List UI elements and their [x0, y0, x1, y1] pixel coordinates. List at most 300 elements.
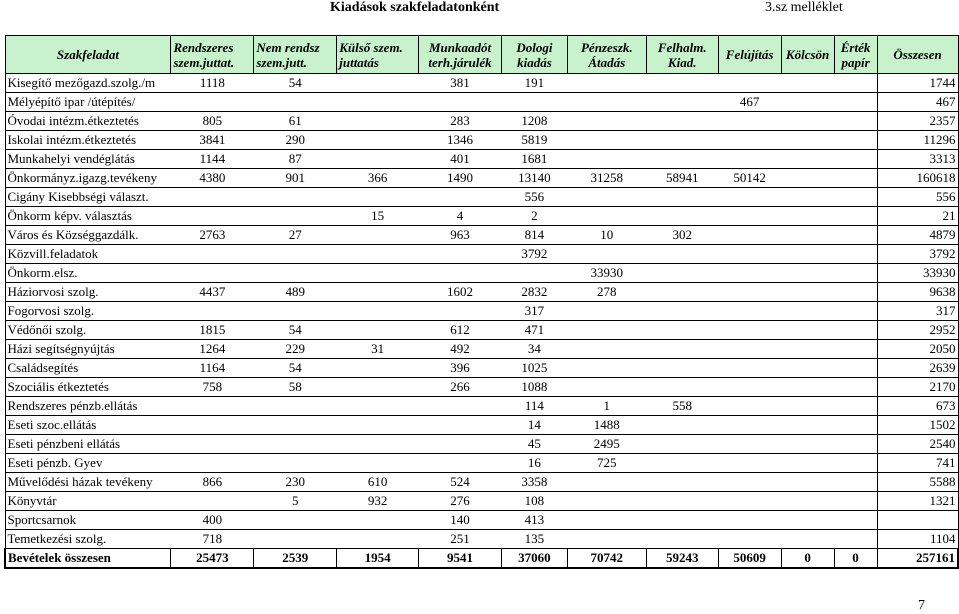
value-cell	[254, 245, 337, 264]
value-cell: 932	[337, 492, 419, 511]
value-cell	[171, 435, 254, 454]
value-cell: 467	[718, 93, 781, 112]
value-cell: 50142	[718, 169, 781, 188]
value-cell	[337, 435, 419, 454]
row-total-cell: 2952	[877, 321, 958, 340]
value-cell: 1025	[501, 359, 567, 378]
value-cell: 278	[567, 283, 646, 302]
value-cell	[337, 264, 419, 283]
value-cell	[834, 321, 877, 340]
value-cell	[567, 131, 646, 150]
value-cell	[834, 283, 877, 302]
annex-label: 3.sz melléklet	[765, 0, 843, 15]
row-label: Közvill.feladatok	[5, 245, 171, 264]
value-cell	[419, 397, 502, 416]
value-cell: 9541	[419, 549, 502, 569]
value-cell	[254, 511, 337, 530]
value-cell: 556	[501, 188, 567, 207]
value-cell: 1118	[171, 74, 254, 93]
value-cell	[781, 188, 834, 207]
value-cell: 54	[254, 359, 337, 378]
value-cell	[337, 74, 419, 93]
table-row	[5, 150, 958, 169]
value-cell: 59243	[646, 549, 718, 569]
value-cell	[646, 492, 718, 511]
value-cell	[781, 359, 834, 378]
row-label: Családsegítés	[5, 359, 171, 378]
value-cell: 140	[419, 511, 502, 530]
value-cell: 317	[501, 302, 567, 321]
value-cell	[834, 416, 877, 435]
value-cell	[718, 340, 781, 359]
value-cell: 4437	[171, 283, 254, 302]
value-cell	[834, 340, 877, 359]
table-row	[5, 245, 958, 264]
value-cell	[781, 340, 834, 359]
value-cell: 814	[501, 226, 567, 245]
value-cell: 13140	[501, 169, 567, 188]
column-header: Szakfeladat	[5, 36, 171, 74]
table-row	[5, 416, 958, 435]
value-cell	[171, 302, 254, 321]
column-header: Felhalm. Kiad.	[646, 36, 718, 74]
value-cell: 4	[419, 207, 502, 226]
value-cell	[567, 378, 646, 397]
value-cell	[781, 207, 834, 226]
row-label: Kisegítő mezőgazd.szolg./m	[5, 74, 171, 93]
value-cell	[254, 302, 337, 321]
value-cell	[646, 112, 718, 131]
value-cell	[718, 416, 781, 435]
value-cell	[718, 283, 781, 302]
value-cell	[781, 416, 834, 435]
value-cell: 612	[419, 321, 502, 340]
value-cell	[567, 245, 646, 264]
column-header: Külső szem. juttatás	[337, 36, 419, 74]
value-cell	[646, 435, 718, 454]
value-cell	[337, 416, 419, 435]
value-cell	[337, 511, 419, 530]
table-row	[5, 169, 958, 188]
value-cell	[781, 169, 834, 188]
row-label: Művelődési házak tevékeny	[5, 473, 171, 492]
value-cell	[834, 131, 877, 150]
row-total-cell: 741	[877, 454, 958, 473]
table-row	[5, 207, 958, 226]
expenditure-table	[4, 35, 959, 569]
value-cell: 191	[501, 74, 567, 93]
value-cell: 276	[419, 492, 502, 511]
row-total-cell: 3792	[877, 245, 958, 264]
value-cell: 70742	[567, 549, 646, 569]
value-cell	[718, 435, 781, 454]
value-cell: 0	[781, 549, 834, 569]
value-cell	[567, 74, 646, 93]
column-header: Nem rendsz szem.jutt.	[254, 36, 337, 74]
table-row	[5, 378, 958, 397]
row-total-cell: 160618	[877, 169, 958, 188]
value-cell: 401	[419, 150, 502, 169]
value-cell	[501, 264, 567, 283]
value-cell	[718, 245, 781, 264]
column-header: Felújítás	[718, 36, 781, 74]
row-label: Fogorvosi szolg.	[5, 302, 171, 321]
value-cell: 1088	[501, 378, 567, 397]
row-total-cell: 2540	[877, 435, 958, 454]
value-cell: 718	[171, 530, 254, 549]
value-cell: 54	[254, 321, 337, 340]
value-cell	[254, 264, 337, 283]
row-label: Eseti pénzbeni ellátás	[5, 435, 171, 454]
value-cell	[834, 207, 877, 226]
value-cell: 251	[419, 530, 502, 549]
table-row	[5, 302, 958, 321]
total-row	[5, 549, 958, 569]
value-cell: 0	[834, 549, 877, 569]
table-row	[5, 340, 958, 359]
value-cell: 45	[501, 435, 567, 454]
table-row	[5, 112, 958, 131]
row-total-cell: 33930	[877, 264, 958, 283]
value-cell	[781, 302, 834, 321]
value-cell: 229	[254, 340, 337, 359]
value-cell	[834, 302, 877, 321]
value-cell	[718, 188, 781, 207]
value-cell	[781, 530, 834, 549]
value-cell	[834, 245, 877, 264]
value-cell: 366	[337, 169, 419, 188]
value-cell	[834, 74, 877, 93]
row-label: Védőnői szolg.	[5, 321, 171, 340]
value-cell	[718, 321, 781, 340]
value-cell	[501, 93, 567, 112]
row-label: Önkormányz.igazg.tevékeny	[5, 169, 171, 188]
value-cell	[781, 131, 834, 150]
value-cell	[718, 511, 781, 530]
value-cell	[646, 245, 718, 264]
value-cell: 725	[567, 454, 646, 473]
value-cell	[718, 473, 781, 492]
value-cell	[419, 245, 502, 264]
table-row	[5, 74, 958, 93]
value-cell	[419, 416, 502, 435]
value-cell: 963	[419, 226, 502, 245]
value-cell	[718, 112, 781, 131]
value-cell	[718, 207, 781, 226]
row-label: Könyvtár	[5, 492, 171, 511]
value-cell	[567, 473, 646, 492]
value-cell	[834, 435, 877, 454]
value-cell	[337, 245, 419, 264]
value-cell: 5819	[501, 131, 567, 150]
value-cell: 1264	[171, 340, 254, 359]
page-title: Kiadások szakfeladatonként	[330, 0, 500, 15]
row-label: Bevételek összesen	[5, 549, 171, 569]
value-cell: 5	[254, 492, 337, 511]
value-cell	[646, 93, 718, 112]
value-cell	[337, 397, 419, 416]
value-cell	[646, 264, 718, 283]
row-label: Óvodai intézm.étkeztetés	[5, 112, 171, 131]
value-cell	[646, 454, 718, 473]
value-cell	[781, 112, 834, 131]
value-cell	[171, 93, 254, 112]
column-header: Érték papír	[834, 36, 877, 74]
value-cell: 230	[254, 473, 337, 492]
value-cell: 3792	[501, 245, 567, 264]
value-cell: 58941	[646, 169, 718, 188]
value-cell	[254, 435, 337, 454]
value-cell: 2832	[501, 283, 567, 302]
value-cell	[718, 530, 781, 549]
value-cell	[567, 112, 646, 131]
row-total-cell: 11296	[877, 131, 958, 150]
value-cell	[337, 359, 419, 378]
value-cell	[781, 454, 834, 473]
value-cell	[834, 492, 877, 511]
row-total-cell: 317	[877, 302, 958, 321]
value-cell	[337, 226, 419, 245]
row-label: Önkorm.elsz.	[5, 264, 171, 283]
row-label: Eseti pénzb. Gyev	[5, 454, 171, 473]
value-cell	[834, 530, 877, 549]
value-cell: 1602	[419, 283, 502, 302]
value-cell	[337, 530, 419, 549]
value-cell	[646, 321, 718, 340]
value-cell	[337, 454, 419, 473]
value-cell: 302	[646, 226, 718, 245]
value-cell	[646, 131, 718, 150]
value-cell	[567, 492, 646, 511]
column-header: Rendszeres szem.juttat.	[171, 36, 254, 74]
value-cell	[337, 93, 419, 112]
row-total-cell: 1744	[877, 74, 958, 93]
value-cell: 381	[419, 74, 502, 93]
row-total-cell: 2050	[877, 340, 958, 359]
value-cell	[781, 150, 834, 169]
row-total-cell: 4879	[877, 226, 958, 245]
value-cell	[254, 93, 337, 112]
table-row	[5, 511, 958, 530]
row-label: Cigány Kisebbségi választ.	[5, 188, 171, 207]
row-label: Munkahelyi vendéglátás	[5, 150, 171, 169]
value-cell: 37060	[501, 549, 567, 569]
table-row	[5, 264, 958, 283]
value-cell: 1681	[501, 150, 567, 169]
value-cell	[646, 340, 718, 359]
row-total-cell: 2357	[877, 112, 958, 131]
table-header-row	[5, 36, 958, 74]
value-cell: 108	[501, 492, 567, 511]
value-cell	[781, 511, 834, 530]
row-label: Rendszeres pénzb.ellátás	[5, 397, 171, 416]
column-header: Kölcsön	[781, 36, 834, 74]
value-cell: 2495	[567, 435, 646, 454]
value-cell	[834, 397, 877, 416]
column-header: Pénzeszk. Átadás	[567, 36, 646, 74]
value-cell	[646, 188, 718, 207]
value-cell	[834, 112, 877, 131]
table-row	[5, 226, 958, 245]
value-cell	[171, 492, 254, 511]
value-cell	[567, 93, 646, 112]
value-cell: 2763	[171, 226, 254, 245]
value-cell	[718, 397, 781, 416]
value-cell	[718, 302, 781, 321]
value-cell	[419, 302, 502, 321]
row-total-cell: 673	[877, 397, 958, 416]
value-cell	[646, 416, 718, 435]
row-label: Szociális étkeztetés	[5, 378, 171, 397]
value-cell: 14	[501, 416, 567, 435]
value-cell: 1954	[337, 549, 419, 569]
value-cell	[254, 530, 337, 549]
value-cell	[646, 530, 718, 549]
row-label: Háziorvosi szolg.	[5, 283, 171, 302]
row-label: Házi segítségnyújtás	[5, 340, 171, 359]
value-cell: 396	[419, 359, 502, 378]
value-cell	[834, 454, 877, 473]
value-cell	[718, 378, 781, 397]
row-label: Sportcsarnok	[5, 511, 171, 530]
value-cell	[781, 378, 834, 397]
value-cell: 10	[567, 226, 646, 245]
value-cell: 1346	[419, 131, 502, 150]
value-cell	[718, 226, 781, 245]
value-cell: 27	[254, 226, 337, 245]
value-cell	[781, 264, 834, 283]
row-total-cell: 1321	[877, 492, 958, 511]
value-cell	[646, 359, 718, 378]
value-cell: 2539	[254, 549, 337, 569]
value-cell: 61	[254, 112, 337, 131]
value-cell	[254, 207, 337, 226]
value-cell: 471	[501, 321, 567, 340]
value-cell	[171, 207, 254, 226]
table-row	[5, 435, 958, 454]
value-cell: 87	[254, 150, 337, 169]
value-cell	[567, 340, 646, 359]
value-cell	[171, 416, 254, 435]
value-cell: 58	[254, 378, 337, 397]
row-total-cell: 556	[877, 188, 958, 207]
value-cell	[834, 93, 877, 112]
value-cell	[718, 74, 781, 93]
value-cell: 1208	[501, 112, 567, 131]
row-total-cell: 5588	[877, 473, 958, 492]
table-row	[5, 321, 958, 340]
value-cell	[646, 302, 718, 321]
row-label: Város és Községgazdálk.	[5, 226, 171, 245]
value-cell	[781, 397, 834, 416]
value-cell	[567, 207, 646, 226]
value-cell	[781, 226, 834, 245]
value-cell: 33930	[567, 264, 646, 283]
value-cell	[419, 454, 502, 473]
value-cell	[781, 93, 834, 112]
value-cell	[718, 150, 781, 169]
value-cell	[171, 454, 254, 473]
value-cell: 283	[419, 112, 502, 131]
value-cell	[254, 454, 337, 473]
table-row	[5, 473, 958, 492]
value-cell	[567, 150, 646, 169]
value-cell: 492	[419, 340, 502, 359]
value-cell: 1144	[171, 150, 254, 169]
value-cell: 114	[501, 397, 567, 416]
table-row	[5, 397, 958, 416]
value-cell: 524	[419, 473, 502, 492]
value-cell: 1164	[171, 359, 254, 378]
value-cell	[646, 473, 718, 492]
value-cell	[254, 188, 337, 207]
value-cell	[781, 492, 834, 511]
value-cell: 413	[501, 511, 567, 530]
row-total-cell: 2170	[877, 378, 958, 397]
value-cell: 54	[254, 74, 337, 93]
value-cell: 50609	[718, 549, 781, 569]
row-total-cell: 21	[877, 207, 958, 226]
value-cell	[419, 93, 502, 112]
value-cell: 3841	[171, 131, 254, 150]
value-cell	[567, 530, 646, 549]
value-cell: 1	[567, 397, 646, 416]
value-cell	[718, 264, 781, 283]
value-cell	[834, 511, 877, 530]
value-cell	[646, 511, 718, 530]
row-label: Eseti szoc.ellátás	[5, 416, 171, 435]
value-cell	[337, 378, 419, 397]
value-cell	[781, 473, 834, 492]
value-cell: 558	[646, 397, 718, 416]
value-cell: 4380	[171, 169, 254, 188]
value-cell: 901	[254, 169, 337, 188]
table-row	[5, 131, 958, 150]
table-row	[5, 283, 958, 302]
value-cell	[567, 359, 646, 378]
row-total-cell: 9638	[877, 283, 958, 302]
row-total-cell: 3313	[877, 150, 958, 169]
value-cell	[337, 321, 419, 340]
value-cell	[781, 283, 834, 302]
value-cell: 16	[501, 454, 567, 473]
value-cell	[646, 150, 718, 169]
value-cell: 1815	[171, 321, 254, 340]
value-cell	[254, 397, 337, 416]
value-cell	[834, 378, 877, 397]
value-cell	[337, 150, 419, 169]
value-cell	[567, 302, 646, 321]
value-cell	[171, 397, 254, 416]
column-header: Munkaadót terh.járulék	[419, 36, 502, 74]
value-cell	[781, 435, 834, 454]
table-row	[5, 188, 958, 207]
value-cell	[781, 74, 834, 93]
value-cell	[337, 112, 419, 131]
row-total-cell: 257161	[877, 549, 958, 569]
value-cell: 610	[337, 473, 419, 492]
value-cell: 34	[501, 340, 567, 359]
value-cell: 2	[501, 207, 567, 226]
table-body	[5, 74, 958, 569]
row-total-cell: 1502	[877, 416, 958, 435]
value-cell	[567, 321, 646, 340]
value-cell: 489	[254, 283, 337, 302]
value-cell	[646, 74, 718, 93]
value-cell	[337, 302, 419, 321]
value-cell	[834, 226, 877, 245]
table-row	[5, 359, 958, 378]
